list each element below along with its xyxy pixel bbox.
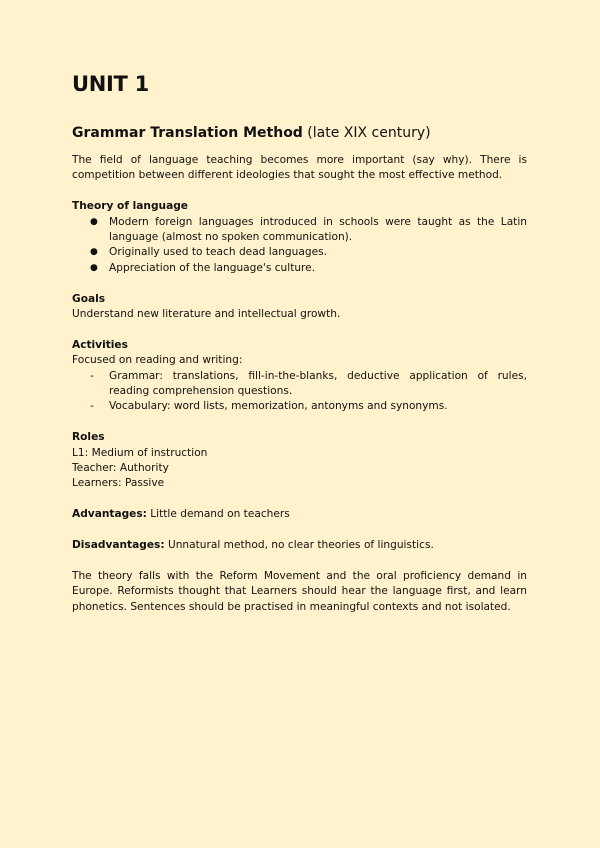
activities-heading: Activities [72,338,128,351]
advantages-text: Little demand on teachers [146,508,290,521]
advantages-line [72,507,527,522]
spacer [72,523,527,538]
spacer [72,415,527,430]
list-item-text: Vocabulary: word lists, memorization, antonyms and synonyms. [109,400,448,413]
goals-heading: Goals [72,292,106,305]
document-page [72,70,527,615]
spacer [72,553,527,568]
disadvantages-label: Disadvantages: [72,539,165,552]
roles-heading: Roles [72,431,105,444]
roles-line: Teacher: Authority [72,462,169,475]
bullet-icon: ● [90,262,98,273]
activities-intro: Focused on reading and writing: [72,354,243,367]
spacer [72,276,527,291]
goals-text: Understand new literature and intellectual growth. [72,308,341,321]
list-item [90,399,527,414]
dash-icon: - [90,400,94,413]
list-item-text: Grammar: translations, fill-in-the-blanks, deductive application of rules, reading comprehension questions. [109,369,527,398]
roles-line: Learners: Passive [72,477,165,490]
method-title [72,123,527,143]
theory-heading: Theory of language [72,200,188,213]
disadvantages-text: Unnatural method, no clear theories of linguistics. [164,539,434,552]
spacer [72,322,527,337]
advantages-label: Advantages: [72,508,147,521]
list-item-text: Originally used to teach dead languages. [109,246,327,259]
spacer [72,492,527,507]
list-item [90,369,527,400]
conclusion-paragraph: The theory falls with the Reform Movement and the oral proficiency demand in Europe. Reformists thought that Learners should hear the language first, and learn phonetics. Sentences should be practised in meaningful contexts and not isolated. [72,569,527,613]
roles-line: L1: Medium of instruction [72,446,208,459]
list-item [90,245,527,260]
intro-paragraph: The field of language teaching becomes more important (say why). There is competition between different ideologies that sought the most effective method. [72,154,527,182]
bullet-icon: ● [90,247,98,258]
method-period: (late XIX century) [302,125,431,141]
unit-title: UNIT 1 [72,72,149,96]
dash-icon: - [90,369,94,382]
list-item-text: Modern foreign languages introduced in schools were taught as the Latin language (almost no spoken communication). [109,215,527,244]
spacer [72,184,527,199]
bullet-icon: ● [90,216,98,227]
disadvantages-line [72,538,527,553]
activities-list [72,369,527,415]
list-item [90,215,527,246]
theory-list [72,215,527,277]
method-name: Grammar Translation Method [72,125,303,141]
list-item [90,261,527,276]
list-item-text: Appreciation of the language's culture. [109,261,316,274]
